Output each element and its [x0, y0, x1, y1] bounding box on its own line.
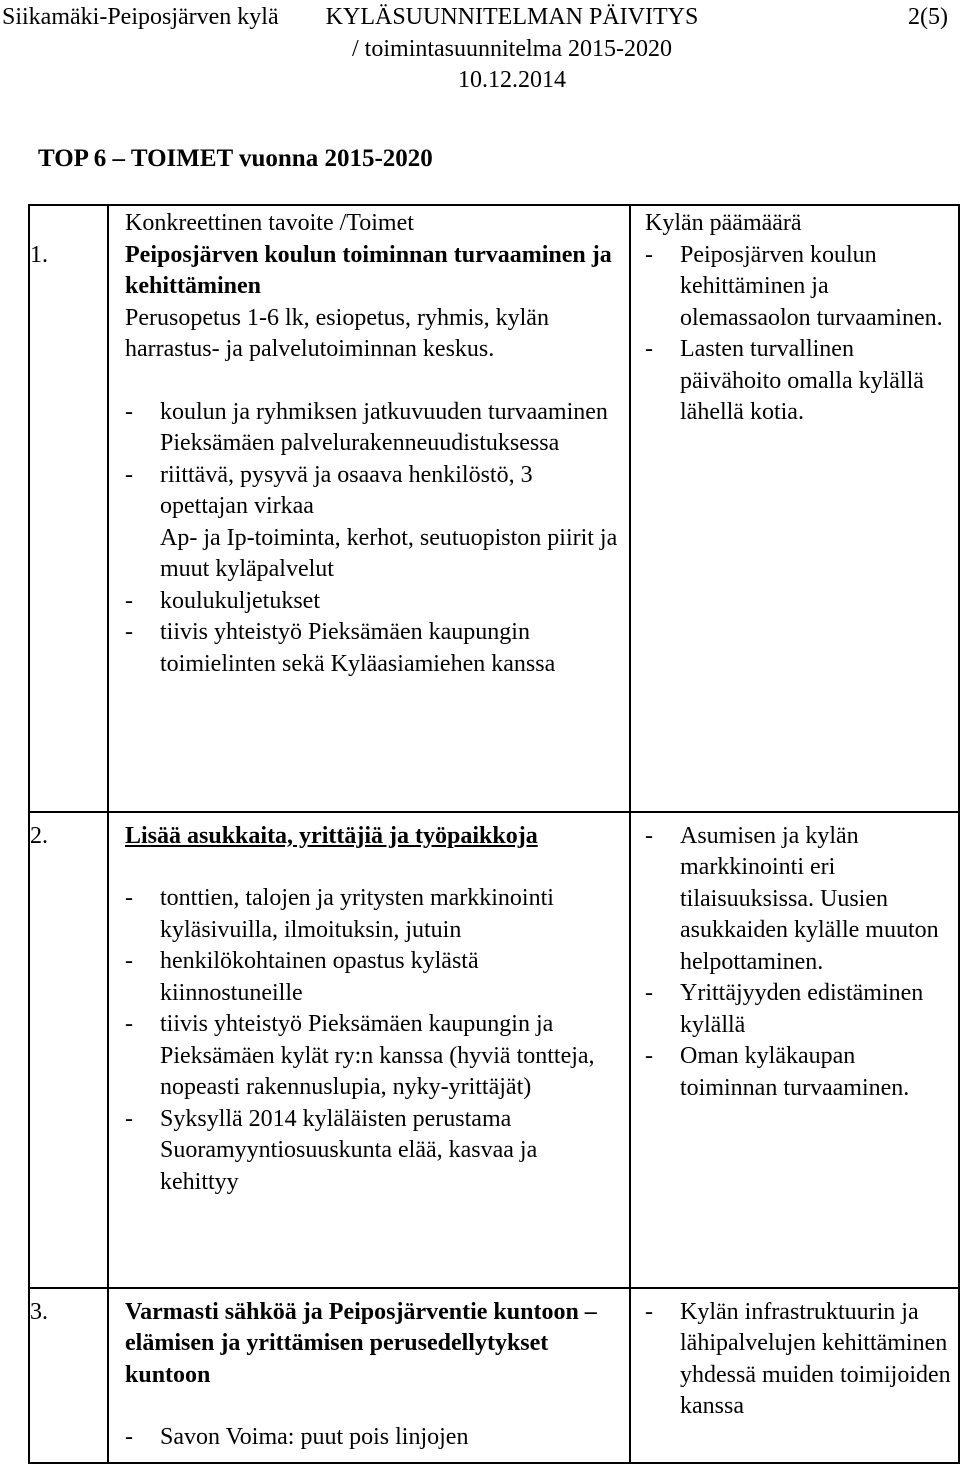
- aim-item: [645, 240, 952, 335]
- goal-title: Lisää asukkaita, yrittäjiä ja työpaikkoja: [125, 822, 538, 849]
- list-dash: -: [125, 885, 133, 911]
- header-date: 10.12.2014: [458, 67, 566, 93]
- table-row: [29, 240, 959, 812]
- list-dash: -: [125, 619, 133, 645]
- column-header-aim: Kylän päämäärä: [630, 205, 959, 240]
- action-text: Savon Voima: puut pois linjojen: [160, 1424, 469, 1450]
- header-title-block: [322, 2, 702, 97]
- list-dash: -: [125, 1424, 133, 1450]
- goal-cell: [108, 240, 630, 812]
- goal-title: Varmasti sähköä ja Peiposjärventie kuntoon – elämisen ja yrittämisen perusedellytykset kuntoon: [125, 1298, 597, 1388]
- row-number: 2.: [29, 812, 108, 1288]
- page-header: [0, 2, 960, 92]
- aim-item: [645, 978, 952, 1041]
- list-dash: -: [645, 1298, 653, 1325]
- aim-text: Oman kyläkaupan toiminnan turvaaminen.: [680, 1043, 910, 1101]
- action-plan-table: [28, 204, 960, 1464]
- aim-text: Kylän infrastruktuurin ja lähipalvelujen kehittäminen yhdessä muiden toimijoiden kanssa: [680, 1298, 951, 1419]
- list-dash: -: [125, 398, 133, 425]
- list-dash: -: [645, 241, 653, 268]
- header-page-number: 2(5): [908, 4, 948, 30]
- list-dash: -: [645, 1043, 653, 1069]
- action-text: riittävä, pysyvä ja osaava henkilöstö, 3 opettajan virkaa: [160, 461, 533, 519]
- table-row: [29, 1288, 959, 1463]
- goal-cell: [108, 812, 630, 1288]
- list-dash: -: [125, 948, 133, 974]
- aim-item: [645, 821, 952, 979]
- list-dash: -: [645, 822, 653, 849]
- action-item: [125, 1104, 621, 1199]
- list-dash: -: [645, 980, 653, 1006]
- header-village-name: Siikamäki-Peiposjärven kylä: [2, 4, 279, 30]
- action-item: [125, 617, 621, 680]
- action-item: [125, 586, 621, 618]
- header-title-line2: / toimintasuunnitelma 2015-2020: [352, 35, 672, 62]
- list-dash: -: [125, 587, 133, 614]
- aim-item: [645, 334, 952, 429]
- header-title-line1: KYLÄSUUNNITELMAN PÄIVITYS: [325, 4, 699, 30]
- action-item: [125, 946, 621, 1009]
- header-cell-number: [29, 205, 108, 240]
- section-title: TOP 6 – TOIMET vuonna 2015-2020: [38, 145, 433, 172]
- aim-cell: [630, 240, 959, 812]
- goal-cell: [108, 1288, 630, 1463]
- action-item: [125, 1422, 621, 1454]
- column-header-goal: Konkreettinen tavoite /Toimet: [108, 205, 630, 240]
- aim-item: [645, 1297, 952, 1423]
- action-text: koulukuljetukset: [160, 587, 320, 614]
- aim-item: [645, 1041, 952, 1104]
- list-dash: -: [645, 336, 653, 362]
- table-header-row: [29, 205, 959, 240]
- aim-cell: [630, 812, 959, 1288]
- action-text: Syksyllä 2014 kyläläisten perustama Suoramyyntiosuuskunta elää, kasvaa ja kehittyy: [160, 1105, 538, 1195]
- action-text: tiivis yhteistyö Pieksämäen kaupungin ja Pieksämäen kylät ry:n kanssa (hyviä tontteja, nopeasti rakennuslupia, nyky-yrittäjät): [160, 1011, 595, 1100]
- action-item: [125, 523, 621, 586]
- action-text: koulun ja ryhmiksen jatkuvuuden turvaaminen Pieksämäen palvelurakenneuudistuksessa: [160, 398, 608, 456]
- list-dash: -: [125, 1011, 133, 1037]
- action-text: tiivis yhteistyö Pieksämäen kaupungin toimielinten sekä Kyläasiamiehen kanssa: [160, 619, 556, 677]
- action-item: [125, 460, 621, 523]
- table-row: [29, 812, 959, 1288]
- goal-title: Peiposjärven koulun toiminnan turvaaminen ja kehittäminen: [125, 241, 612, 299]
- action-text: henkilökohtainen opastus kylästä kiinnostuneille: [160, 948, 479, 1006]
- action-item: [125, 883, 621, 946]
- action-item: [125, 1009, 621, 1104]
- goal-intro: Perusopetus 1-6 lk, esiopetus, ryhmis, kylän harrastus- ja palvelutoiminnan keskus.: [125, 304, 549, 362]
- row-number: 1.: [29, 240, 108, 812]
- list-dash: -: [125, 1105, 133, 1132]
- aim-cell: [630, 1288, 959, 1463]
- aim-text: Asumisen ja kylän markkinointi eri tilaisuuksissa. Uusien asukkaiden kylälle muuton helpottaminen.: [680, 822, 939, 975]
- aim-text: Peiposjärven koulun kehittäminen ja olemassaolon turvaaminen.: [680, 241, 943, 331]
- action-text: tonttien, talojen ja yritysten markkinointi kyläsivuilla, ilmoituksin, jutuin: [160, 885, 554, 943]
- aim-text: Lasten turvallinen päivähoito omalla kylällä lähellä kotia.: [680, 336, 924, 425]
- aim-text: Yrittäjyyden edistäminen kylällä: [680, 980, 924, 1038]
- action-text: Ap- ja Ip-toiminta, kerhot, seutuopiston piirit ja muut kyläpalvelut: [160, 524, 618, 582]
- row-number: 3.: [29, 1288, 108, 1463]
- list-dash: -: [125, 461, 133, 488]
- action-item: [125, 397, 621, 460]
